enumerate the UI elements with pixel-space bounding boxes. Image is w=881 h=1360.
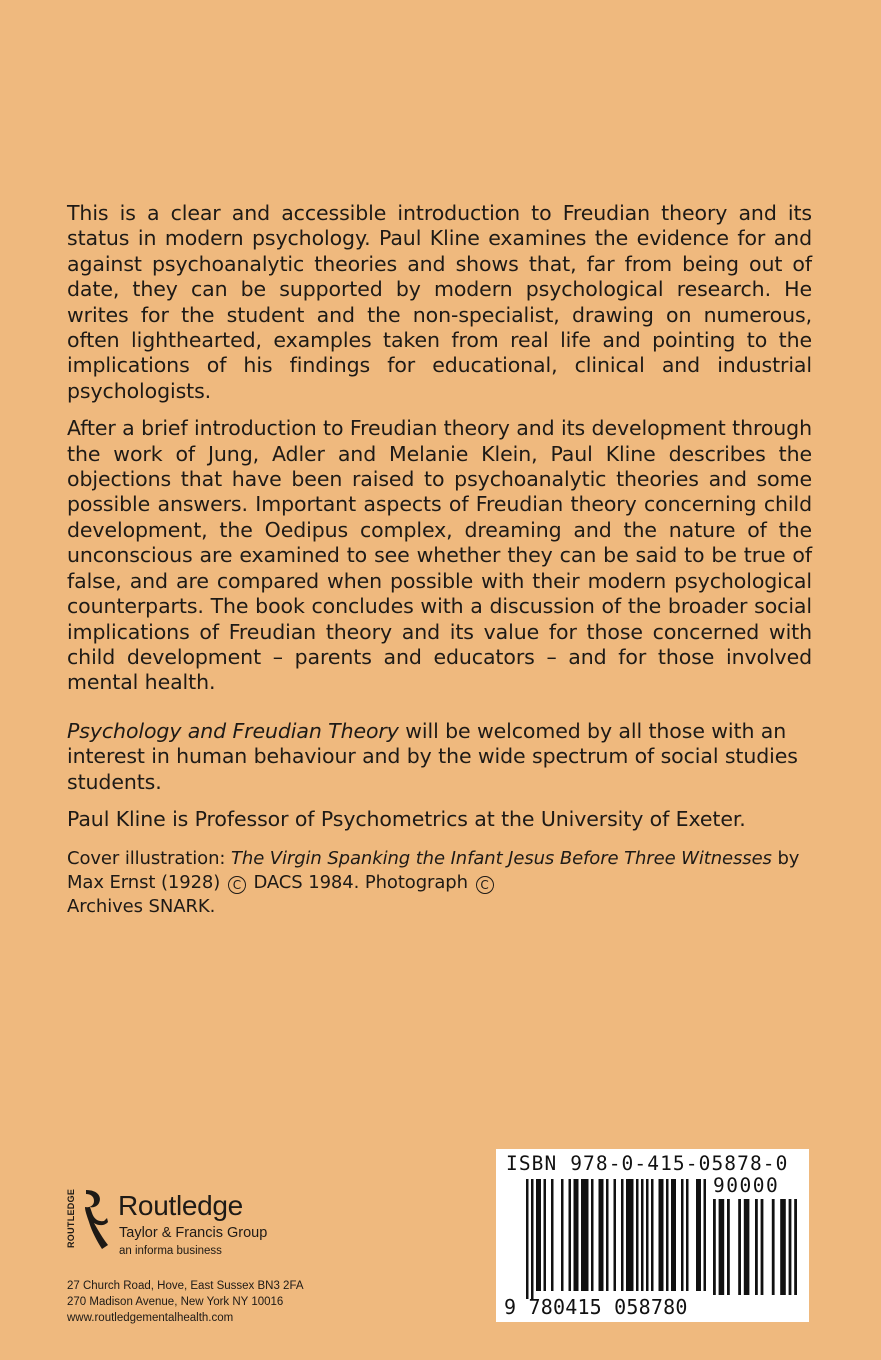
credit-artist: by Max Ernst (1928) bbox=[67, 848, 800, 894]
copyright-icon: C bbox=[228, 876, 246, 894]
publisher-address bbox=[67, 1278, 304, 1326]
barcode-bar bbox=[651, 1179, 654, 1291]
barcode-bar bbox=[531, 1179, 534, 1299]
barcode-bar bbox=[671, 1179, 676, 1291]
barcode-bar bbox=[591, 1179, 594, 1291]
barcode-bar bbox=[681, 1179, 684, 1291]
barcode-bar bbox=[666, 1179, 669, 1291]
barcode-bar bbox=[772, 1199, 775, 1295]
blurb-paragraph-3 bbox=[67, 719, 812, 795]
credit-archives: Archives SNARK. bbox=[67, 896, 216, 918]
barcode-bar bbox=[719, 1199, 725, 1295]
barcode-bar bbox=[526, 1179, 529, 1299]
blurb-paragraph-3-text: will be welcomed by all those with an interest in human behaviour and by the wide spectrum of social studies students. bbox=[67, 718, 798, 794]
address-line-us: 270 Madison Avenue, New York NY 10016 bbox=[67, 1296, 284, 1308]
credit-dacs: DACS 1984. Photograph bbox=[247, 872, 474, 894]
price-code: 90000 bbox=[713, 1174, 780, 1197]
barcode-bar bbox=[704, 1179, 707, 1291]
publisher-vertical-text: ROUTLEDGE bbox=[66, 1188, 76, 1248]
blurb-paragraph-2: After a brief introduction to Freudian theory and its development through the work of Jung, Adler and Melanie Klein, Paul Kline describes the objections that have been raised to psychoanalytic theories and some possible answers. Important aspects of Freudian theory concerning child development, the Oedipus complex, dreaming and the nature of the unconscious are examined to see whether they can be said to be true of false, and are compared when possible with their modern psychological counterparts. The book concludes with a discussion of the broader social implications of Freudian theory and its value for those concerned with child development – parents and educators – and for those involved mental health. bbox=[67, 416, 812, 695]
isbn-text: ISBN 978-0-415-05878-0 bbox=[506, 1152, 789, 1175]
barcode-bar bbox=[561, 1179, 564, 1291]
barcode-bar bbox=[544, 1179, 547, 1291]
cover-illustration-credit bbox=[67, 847, 812, 919]
barcode-bar bbox=[626, 1179, 634, 1291]
barcode-bar bbox=[569, 1179, 572, 1291]
publisher-name: Routledge bbox=[118, 1190, 243, 1221]
barcode-bar bbox=[727, 1199, 730, 1295]
publisher-website-link[interactable]: www.routledgementalhealth.com bbox=[67, 1312, 234, 1324]
routledge-logo-icon bbox=[80, 1188, 110, 1250]
barcode-bar bbox=[761, 1199, 764, 1295]
barcode-bar bbox=[744, 1199, 750, 1295]
barcode-bar bbox=[646, 1179, 649, 1291]
barcode-bar bbox=[794, 1199, 797, 1295]
barcode-bar bbox=[614, 1179, 617, 1291]
publisher-tagline: an informa business bbox=[119, 1245, 222, 1257]
barcode-bar bbox=[606, 1179, 609, 1291]
barcode-bar bbox=[599, 1179, 604, 1291]
blurb-paragraph-1: This is a clear and accessible introduction to Freudian theory and its status in modern psychology. Paul Kline examines the evidence for and against psychoanalytic theories and shows that, far from being out of date, they can be supported by modern psychological research. He writes for the student and the non-specialist, drawing on numerous, often lighthearted, examples taken from real life and pointing to the implications of his findings for educational, clinical and industrial psychologists. bbox=[67, 201, 812, 403]
barcode-bar bbox=[789, 1199, 792, 1295]
price-addon-barcode bbox=[713, 1199, 799, 1295]
address-line-uk: 27 Church Road, Hove, East Sussex BN3 2FA bbox=[67, 1280, 304, 1292]
isbn-barcode-box bbox=[496, 1149, 809, 1322]
barcode-bar bbox=[686, 1179, 689, 1291]
barcode-bar bbox=[621, 1179, 624, 1291]
barcode-bar bbox=[581, 1179, 589, 1291]
back-cover-blurb bbox=[67, 201, 812, 919]
credit-prefix: Cover illustration: bbox=[67, 848, 231, 870]
barcode-bar bbox=[551, 1179, 554, 1291]
barcode-bar bbox=[780, 1199, 786, 1295]
barcode-bar bbox=[641, 1179, 644, 1291]
barcode-bar bbox=[738, 1199, 741, 1295]
barcode-bar bbox=[696, 1179, 701, 1291]
book-title: Psychology and Freudian Theory bbox=[67, 718, 399, 743]
publisher-group: Taylor & Francis Group bbox=[119, 1225, 268, 1241]
copyright-icon: C bbox=[476, 876, 494, 894]
barcode-bar bbox=[536, 1179, 541, 1291]
artwork-title: The Virgin Spanking the Infant Jesus Before Three Witnesses bbox=[230, 848, 772, 870]
ean-barcode bbox=[526, 1179, 706, 1299]
barcode-bar bbox=[659, 1179, 664, 1291]
barcode-bar bbox=[713, 1199, 716, 1295]
ean-digits: 9 780415 058780 bbox=[504, 1295, 688, 1319]
author-note: Paul Kline is Professor of Psychometrics at the University of Exeter. bbox=[67, 806, 746, 831]
barcode-bar bbox=[636, 1179, 639, 1291]
barcode-bar bbox=[574, 1179, 579, 1291]
barcode-bar bbox=[755, 1199, 758, 1295]
